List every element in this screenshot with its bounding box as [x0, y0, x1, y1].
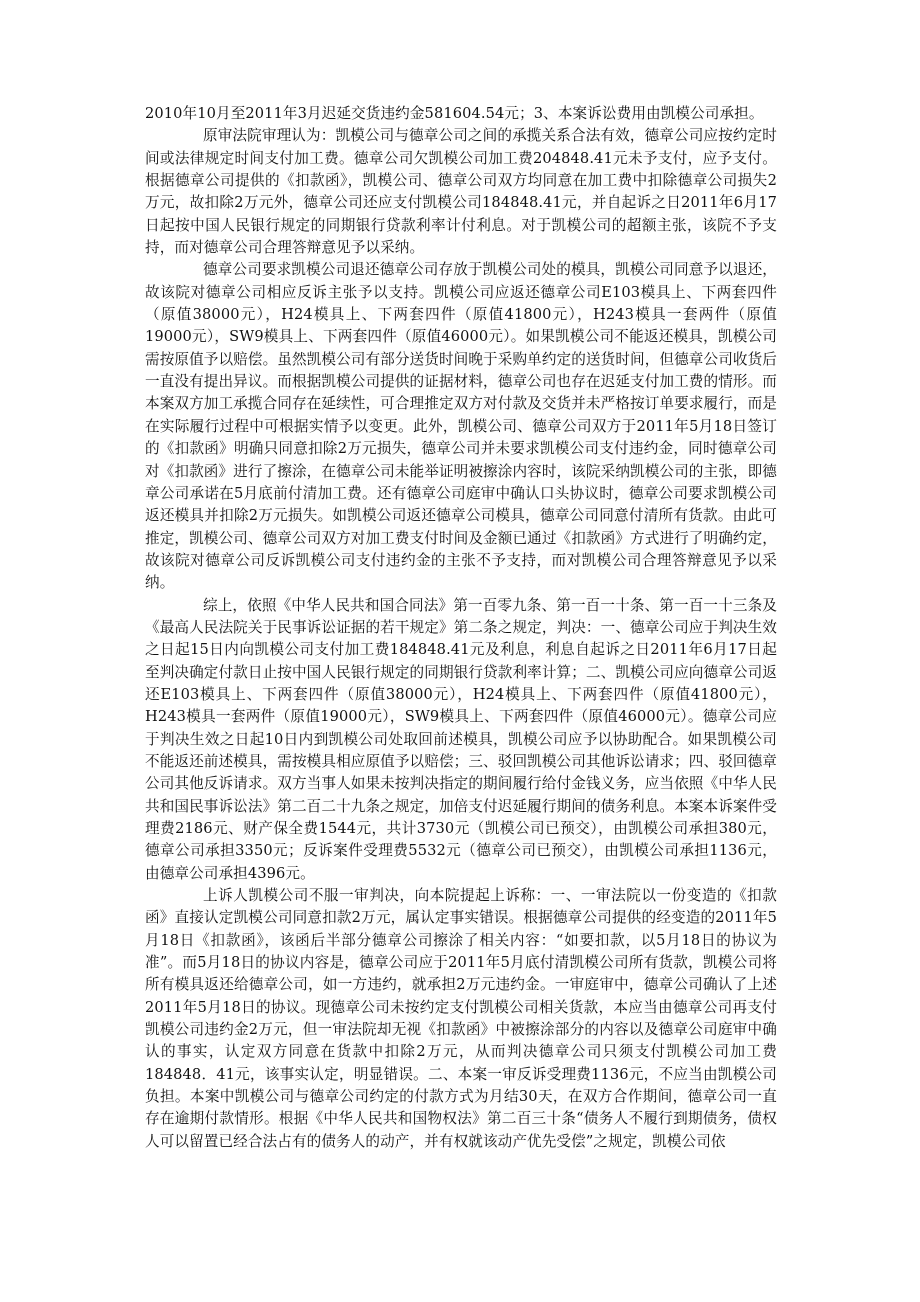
paragraph-5: 上诉人凯模公司不服一审判决，向本院提起上诉称：一、一审法院以一份变造的《扣款函》直接认定凯模公司同意扣款2万元，属认定事实错误。根据德章公司提供的经变造的2011年5月18日《扣款函》，该函后半部分德章公司擦涂了相关内容：“如要扣款，以5月18日的协议为准”。而5月18日的协议内容是，德章公司应于2011年5月底付清凯模公司所有货款，凯模公司将所有模具返还给德章公司，如一方违约，就承担2万元违约金。一审庭审中，德章公司确认了上述2011年5月18日的协议。现德章公司未按约定支付凯模公司相关货款，本应当由德章公司再支付凯模公司违约金2万元，但一审法院却无视《扣款函》中被擦涂部分的内容以及德章公司庭审中确认的事实，认定双方同意在货款中扣除2万元，从而判决德章公司只须支付凯模公司加工费184848．41元，该事实认定，明显错误。二、本案一审反诉受理费1136元，不应当由凯模公司负担。本案中凯模公司与德章公司约定的付款方式为月结30天，在双方合作期间，德章公司一直存在逾期付款情形。根据《中华人民共和国物权法》第二百三十条“债务人不履行到期债务，债权人可以留置已经合法占有的债务人的动产，并有权就该动产优先受偿”之规定，凯模公司依	[145, 887, 777, 1150]
paragraph-3: 德章公司要求凯模公司退还德章公司存放于凯模公司处的模具，凯模公司同意予以退还，故该院对德章公司相应反诉主张予以支持。凯模公司应返还德章公司E103模具上、下两套四件（原值38000元），H24模具上、下两套四件（原值41800元），H243模具一套两件（原值19000元），SW9模具上、下两套四件（原值46000元）。如果凯模公司不能返还模具，凯模公司需按原值予以赔偿。虽然凯模公司有部分送货时间晚于采购单约定的送货时间，但德章公司收货后一直没有提出异议。而根据凯模公司提供的证据材料，德章公司也存在迟延支付加工费的情形。而本案双方加工承揽合同存在延续性，可合理推定双方对付款及交货并未严格按订单要求履行，而是在实际履行过程中可根据实情予以变更。此外，凯模公司、德章公司双方于2011年5月18日签订的《扣款函》明确只同意扣除2万元损失，德章公司并未要求凯模公司支付违约金，同时德章公司对《扣款函》进行了擦涂，在德章公司未能举证明被擦涂内容时，该院采纳凯模公司的主张，即德章公司承诺在5月底前付清加工费。还有德章公司庭审中确认口头协议时，德章公司要求凯模公司返还模具并扣除2万元损失。如凯模公司返还德章公司模具，德章公司同意付清所有货款。由此可推定，凯模公司、德章公司双方对加工费支付时间及金额已通过《扣款函》方式进行了明确约定，故该院对德章公司反诉凯模公司支付违约金的主张不予支持，而对凯模公司合理答辩意见予以采纳。	[145, 261, 777, 592]
document-page	[145, 103, 777, 1153]
paragraph-1: 2010年10月至2011年3月迟延交货违约金581604.54元；3、本案诉讼费用由凯模公司承担。	[145, 105, 764, 122]
paragraph-2: 原审法院审理认为：凯模公司与德章公司之间的承揽关系合法有效，德章公司应按约定时间或法律规定时间支付加工费。德章公司欠凯模公司加工费204848.41元未予支付，应予支付。根据德章公司提供的《扣款函》，凯模公司、德章公司双方均同意在加工费中扣除德章公司损失2万元，故扣除2万元外，德章公司还应支付凯模公司184848.41元，并自起诉之日2011年6月17日起按中国人民银行规定的同期银行贷款利率计付利息。对于凯模公司的超额主张，该院不予支持，而对德章公司合理答辩意见予以采纳。	[145, 127, 777, 257]
paragraph-4: 综上，依照《中华人民共和国合同法》第一百零九条、第一百一十条、第一百一十三条及《最高人民法院关于民事诉讼证据的若干规定》第二条之规定，判决：一、德章公司应于判决生效之日起15日内向凯模公司支付加工费184848.41元及利息，利息自起诉之日2011年6月17日起至判决确定付款日止按中国人民银行规定的同期银行贷款利率计算；二、凯模公司应向德章公司返还E103模具上、下两套四件（原值38000元），H24模具上、下两套四件（原值41800元），H243模具一套两件（原值19000元），SW9模具上、下两套四件（原值46000元）。德章公司应于判决生效之日起10日内到凯模公司处取回前述模具，凯模公司应予以协助配合。如果凯模公司不能返还前述模具，需按模具相应原值予以赔偿；三、驳回凯模公司其他诉讼请求；四、驳回德章公司其他反诉请求。双方当事人如果未按判决指定的期间履行给付金钱义务，应当依照《中华人民共和国民事诉讼法》第二百二十九条之规定，加倍支付迟延履行期间的债务利息。本案本诉案件受理费2186元、财产保全费1544元，共计3730元（凯模公司已预交），由凯模公司承担380元，德章公司承担3350元；反诉案件受理费5532元（德章公司已预交），由凯模公司承担1136元，由德章公司承担4396元。	[145, 596, 777, 882]
